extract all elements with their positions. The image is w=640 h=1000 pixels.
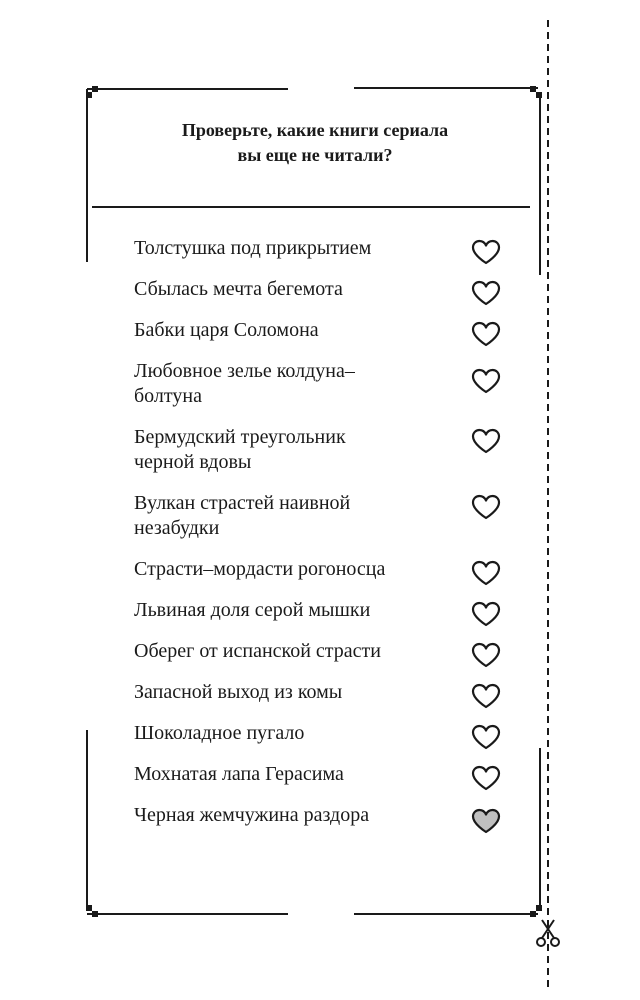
book-item: [134, 277, 514, 302]
book-item: [134, 236, 514, 261]
corner-marker-top-left: [86, 92, 92, 98]
book-title: Сбылась мечта бегемота: [134, 278, 343, 300]
book-title: Бермудский треугольник черной вдовы: [134, 426, 346, 473]
book-item: [134, 721, 514, 746]
book-item: [134, 557, 514, 582]
heart-outline-icon[interactable]: [470, 600, 502, 628]
book-title: Толстушка под прикрытием: [134, 237, 372, 259]
heart-outline-icon[interactable]: [470, 764, 502, 792]
book-title: Страсти–мордасти рогоносца: [134, 558, 386, 580]
heart-outline-icon[interactable]: [470, 493, 502, 521]
book-item: [134, 639, 514, 664]
book-title: Вулкан страстей наивной незабудки: [134, 492, 351, 539]
book-title: Запасной выход из комы: [134, 681, 343, 703]
book-item: [134, 598, 514, 623]
page-title-line-1: Проверьте, какие книги сериала: [181, 120, 449, 140]
heart-outline-icon[interactable]: [470, 367, 502, 395]
corner-marker-bottom-right: [530, 911, 536, 917]
heart-outline-icon[interactable]: [470, 682, 502, 710]
book-title: Мохнатая лапа Герасима: [134, 763, 344, 785]
book-item: [134, 680, 514, 705]
book-item: [134, 803, 514, 828]
heart-outline-icon[interactable]: [470, 279, 502, 307]
heart-outline-icon[interactable]: [470, 320, 502, 348]
book-title: Оберег от испанской страсти: [134, 640, 381, 662]
book-item: [134, 762, 514, 787]
corner-marker-bottom-left: [86, 905, 92, 911]
book-item: [134, 491, 514, 541]
heart-outline-icon[interactable]: [470, 641, 502, 669]
heart-outline-icon[interactable]: [470, 559, 502, 587]
book-title: Черная жемчужина раздора: [134, 804, 370, 826]
heart-filled-icon[interactable]: [470, 807, 502, 835]
heart-outline-icon[interactable]: [470, 723, 502, 751]
book-title: Львиная доля серой мышки: [134, 599, 371, 621]
book-title: Шоколадное пугало: [134, 722, 305, 744]
heart-outline-icon[interactable]: [470, 238, 502, 266]
page-title-line-2: вы еще не читали?: [237, 145, 393, 165]
book-title: Любовное зелье колдуна– болтуна: [134, 360, 355, 407]
page-title: [100, 118, 530, 168]
book-item: [134, 425, 514, 475]
book-title: Бабки царя Соломона: [134, 319, 319, 341]
book-item: [134, 318, 514, 343]
corner-marker-top-right: [530, 86, 536, 92]
book-item: [134, 359, 514, 409]
heart-outline-icon[interactable]: [470, 427, 502, 455]
